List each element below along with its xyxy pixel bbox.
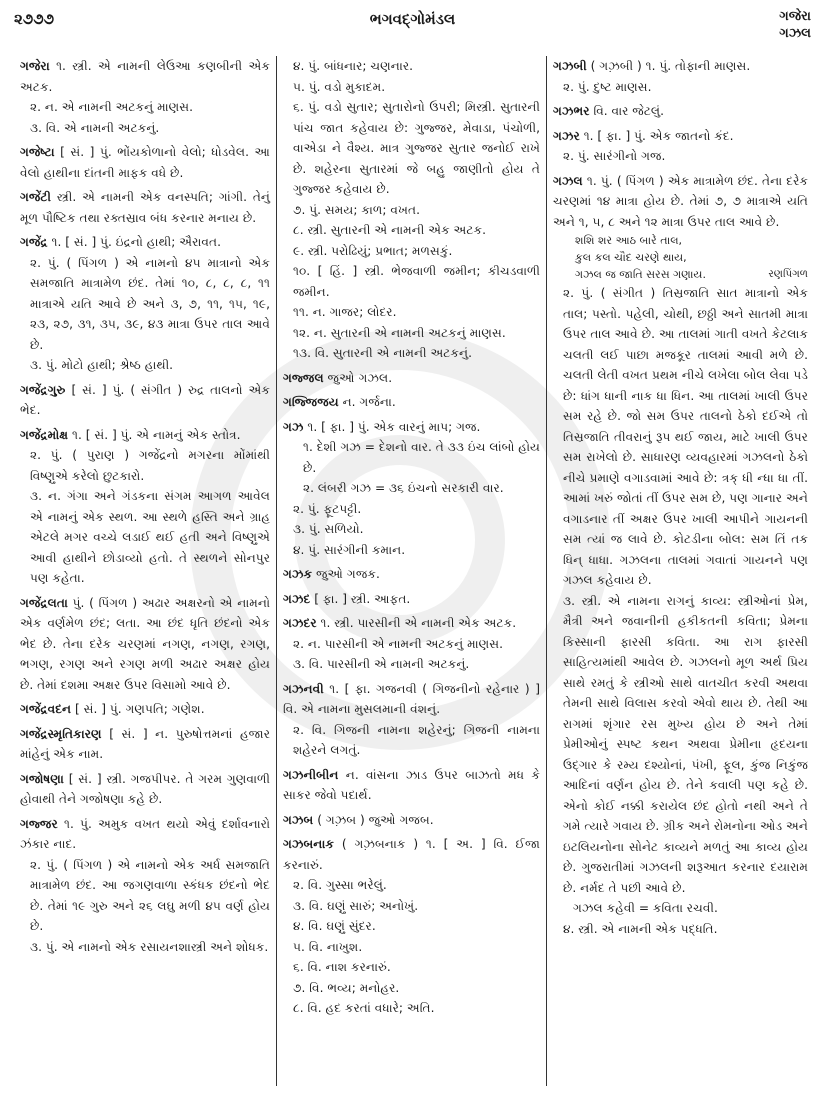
definition: ૧. પું. અમુક વખત થયો એવું દર્શાવનારો ઝંકાર નાદ. <box>20 816 270 851</box>
headword: ગજ્જર <box>20 816 58 831</box>
cross-reference: ( ગઝ઼બ ) જુઓ ગજબ. <box>317 812 434 827</box>
entry-gazab <box>283 810 540 831</box>
headword: ગજ્જલ <box>283 370 324 385</box>
definition: ન. વાંસના ઝાડ ઉપર બાઝતો મધ કે સાકર જેવો પદાર્થ. <box>283 767 540 802</box>
headword: ગજેંદ્રલતા <box>20 595 68 610</box>
sense: ૧૦. [ હિં. ] સ્ત્રી. ભેજવાળી જમીન; કીચડવાળી જમીન. <box>293 264 540 299</box>
verse-line: ગઝલ જ જાતિ સરસ ગણાય. રણપિંગળ <box>575 268 808 281</box>
guide-word-first: ગજેરા <box>779 9 811 24</box>
sense: ૬. પું. વડો સુતાર; સુતારોનો ઉપરી; મિસ્ત્રી. સુતારની પાંચ જાત કહેવાય છે: ગુજ્જર, મેવાડા, પંચોળી, વાએડા ને વૈશ્ય. માત્ર ગુજ્જર સુતાર જનોઈ રાખે છે. શહેરના સુતારમાં જે બહુ જાણીતો હોય તે ગુજ્જર કહેવાય છે. <box>293 100 540 196</box>
column-3 <box>546 56 814 1086</box>
sense: ૮. વિ. હદ કરતાં વધારે; અતિ. <box>293 1001 435 1015</box>
page-header <box>0 0 825 50</box>
headword: ગઝબ <box>283 812 314 827</box>
headword: ગઝલ <box>553 173 583 188</box>
sense: ૩. સ્ત્રી. એ નામના રાગનું કાવ્ય: સ્ત્રીઓનાં પ્રેમ, મૈત્રી અને જવાનીની હકીકતની કવિતા; પ્રેમના કિસ્સાની ફારસી કવિતા. આ રાગ ફારસી સાહિત્યમાંથી આવેલ છે. ગઝલનો મૂળ અર્થ પ્રિય સાથે રમતું કે સ્ત્રીઓ સાથે વાતચીત કરવી અથવા તેમની સાથે વિલાસ કરવો એવો થાય છે. તેથી આ રાગમાં શૃંગાર રસ મુખ્ય હોય છે અને તેમાં પ્રેમીઓનું સ્પષ્ટ કથન અથવા પ્રેમીના હૃદયના ઉદ્ગાર કે રમ્ય દશ્યોનાં, પંખી, ફૂલ, કુંજ નિકુંજ આદિનાં વર્ણન હોય છે. તેને કવાલી પણ કહે છે. એનો કોઈ નક્કી કરાયેલ છંદ હોતો નથી અને તે ગમે ત્યારે ગવાય છે. ગ્રીક અને રોમનોના ઓડ અને ઇટલિયનોના સોનેટ કાવ્યને મળતું આ કાવ્ય હોય છે. ગુજરાતીમાં ગઝલની શરૂઆત કરનાર દયારામ છે. નર્મદ તે પછી આવે છે. <box>563 593 808 895</box>
entry-gaznavi <box>283 679 540 761</box>
headword: ગજેષ્ટા <box>20 145 55 159</box>
headword: ગજેંદ્રસ્મૃતિકારણ <box>20 726 102 741</box>
cross-reference: જુઓ ગજક. <box>316 567 380 581</box>
entry-gaznibin <box>283 765 540 806</box>
definition: [ સં. ] પું. ગણપતિ; ગણેશ. <box>75 702 205 716</box>
sense: ૨. પું. દુષ્ટ માણસ. <box>563 79 652 94</box>
sense: ૩. પું. સળિયો. <box>293 522 364 536</box>
definition: ૧. [ ફા. ગજનવી ( ગિજનીનો રહેનાર ) ] વિ. એ નામના મુસલમાની વંશનું. <box>283 681 541 716</box>
headword: ગઝબી <box>553 59 587 73</box>
entry-gajenti <box>20 187 270 228</box>
headword: ગઝર <box>553 128 580 143</box>
entry-gazak <box>283 564 540 585</box>
sense: ૨. પું. ( સંગીત ) તિસ્રજાતિ સાત માત્રાનો એક તાલ; પસ્તો. પહેલી, ચોથી, છઠ્ઠી અને સાતમી માત્રા ઉપર તાલ આવે છે. આ તાલમાં ગાતી વખતે કેટલાક ચલતી લઈ પાછા મજકૂર તાલમાં આવી મળે છે. ચલતી લેતી વખત પ્રથમ નીચે લખેલા બોલ લેવા પડે છે: ધાંગ ધાની નાક ધા ધિન. આ તાલમાં ખાલી ઉપર સમ રહે છે. જો સમ ઉપર તાલનો ઠેકો દઈએ તો તિસ્રજાતિ તીવરાનું રૂપ થઈ જાય, માટે ખાલી ઉપર સમ રાખેલો છે. સાધારણ વ્યવહારમાં ગઝલનો ઠેકો નીચે પ્રમાણે વગાડવામાં આવે છે: ત્રક્ ધી ન્ધા ધા તીં. આમાં ખરું જોતાં તીં ઉપર સમ છે, પણ ગાનાર અને વગાડનાર તીં અક્ષર ઉપર ખાલી આપીને ગાયનની સમ ત્યાં જ લાવે છે. કોટડીના બોલ: સમ તિં તક ધિન્ ધાધા. ગઝલના તાલમાં ગવાતાં ગાયનને પણ ગઝલ કહેવાય છે. <box>563 286 808 587</box>
sense: ૫. પું. વડો મુકાદમ. <box>293 79 386 94</box>
column-2 <box>276 56 546 1086</box>
dictionary-columns <box>14 56 814 1086</box>
headword: ગઝદ <box>283 591 311 606</box>
headword: ગજેંદ્રમોક્ષ <box>20 427 69 442</box>
entry-gajjijay <box>283 392 540 413</box>
definition: [ સં. ] પું. ભોંયકોળાનો વેલો; ધોડવેલ. આ વેલો હાથીના દાંતની માફક વધે છે. <box>20 145 271 180</box>
guide-word-last: ગઝલ <box>779 26 811 41</box>
sense: ૩. પું. મોટો હાથી; શ્રેષ્ઠ હાથી. <box>30 358 174 372</box>
definition: ૧. પું. ( પિંગળ ) એક માત્રામેળ છંદ. તેના દરેક ચરણમાં ૧૪ માત્રા હોય છે. તેમાં ૭, ૭ માત્રાએ યતિ અને ૧, ૫, ૮ અને ૧૨ માત્રા ઉપર તાલ આવે છે. <box>553 173 808 229</box>
headword: ગઝભર <box>553 104 590 118</box>
entry-gazal <box>553 171 808 940</box>
verse-line: કુલ કલ ચૌદ ચરણે થાય, <box>575 251 687 264</box>
guide-words <box>779 8 811 42</box>
sense: ૬. વિ. નાશ કરનારું. <box>293 960 391 974</box>
sense: ૩. પું. એ નામનો એક રસાયનશાસ્ત્રી અને શોધક. <box>30 939 269 954</box>
definition: ૧. [ ફા. ] પું. એક વારનું માપ; ગજ. <box>307 419 481 434</box>
sense: ૨. પું. ( પુરાણ ) ગજેંદ્રનો મગરના મોંમાંથી વિષ્ણુએ કરેલો છુટકારો. <box>30 448 270 483</box>
entry-gajendrasmrutikaran <box>20 724 270 765</box>
sense: ૧૨. ન. સુતારની એ નામની અટકનું માણસ. <box>293 325 506 340</box>
definition: ન. ગર્જના. <box>342 395 396 409</box>
sub-sense: ૧. દેશી ગઝ = દેશનો વાર. તે ૩૩ ઇંચ લાંબો હોય છે. <box>303 440 540 475</box>
headword: ગઝનીબીન <box>283 767 339 782</box>
entry-gajendravadan <box>20 699 270 720</box>
entry-gajeshta <box>20 142 270 183</box>
sense: ૩. ન. ગંગા અને ગંડકના સંગમ આગળ આવેલ એ નામનું એક સ્થળ. આ સ્થળે હસ્તિ અને ગ્રાહ એટલે મગર વચ્ચે લડાઈ થઈ હતી અને વિષ્ણુએ આવી હાથીને છોડાવ્યો હતો. તે સ્થળને સોનપુર પણ કહેતા. <box>30 489 270 585</box>
headword: ગઝનવી <box>283 681 324 696</box>
sense: ૨. પું. ( પિંગળ ) એ નામનો એક અર્ધ સમજાતિ માત્રામેળ છંદ. આ જગણવાળા સ્કંધક છંદનો ભેદ છે. તેમાં ૧૯ ગુરુ અને ૨૬ લઘુ મળી ૪૫ વર્ણ હોય છે. <box>30 857 270 933</box>
definition: ૧. [ સં. ] પું. ઇંદ્રનો હાથી; ઐરાવત. <box>51 235 221 249</box>
definition: [ સં. ] સ્ત્રી. ગજપીપર. તે ગરમ ગુણવાળી હોવાથી તેને ગજોષણા કહે છે. <box>20 771 271 806</box>
entry-gaz <box>283 417 540 561</box>
sense: ૩. વિ. ઘણું સારું; અનોખું. <box>293 898 419 913</box>
sense: ૭. વિ. ભવ્ય; મનોહર. <box>293 980 400 995</box>
sense: ૭. પું. સમય; કાળ; વખત. <box>293 202 420 217</box>
headword: ગજેંટી <box>20 190 52 204</box>
sense: ૧૧. ન. ગાજર; લોદર. <box>293 305 397 319</box>
entry-gazar <box>553 126 808 167</box>
entry-gazdar <box>283 613 540 675</box>
sense: ૪. પું. બાંધનાર; ચણનાર. <box>293 59 414 73</box>
sense: ૨. ન. પારસીની એ નામની અટકનું માણસ. <box>293 636 504 651</box>
entry-gazad <box>283 589 540 610</box>
headword: ગજેંદ્રગુરુ <box>20 382 66 397</box>
verse-quote <box>553 232 808 283</box>
definition: ( ગઝ઼બી ) ૧. પું. તોફાની માણસ. <box>590 59 751 73</box>
entry-gajjar-continued <box>283 56 540 364</box>
sense: ૨. પું. ( પિંગળ ) એ નામનો ૪૫ માત્રાનો એક સમજાતિ માત્રામેળ છંદ. તેમાં ૧૦, ૮, ૮, ૮, ૧૧ માત્રાએ યતિ આવે છે અને ૩, ૭, ૧૧, ૧૫, ૧૯, ૨૩, ૨૭, ૩૧, ૩૫, ૩૯, ૪૩ માત્રા ઉપર તાલ આવે છે. <box>30 255 270 352</box>
headword: ગજેરા <box>20 59 50 73</box>
entry-gazabnak <box>283 834 540 1019</box>
entry-gajjal <box>283 368 540 389</box>
entry-gajoshana <box>20 769 270 810</box>
headword: ગજેંદ્ર <box>20 235 48 249</box>
cross-reference: જુઓ ગઝલ. <box>327 370 393 385</box>
definition: ૧. સ્ત્રી. પારસીની એ નામની એક અટક. <box>320 616 517 630</box>
page-title: ભગવદ્ગોમંડલ <box>369 10 456 28</box>
definition: પું. ( પિંગળ ) અઢાર અક્ષરનો એ નામનો એક વર્ણમેળ છંદ; લતા. આ છંદ ધૃતિ છંદનો એક ભેદ છે. તેના દરેક ચરણમાં નગણ, નગણ, રગણ, ભગણ, રગણ અને રગણ મળી અઢાર અક્ષર હોય છે. તેમાં દશમા અક્ષર ઉપર વિસામો આવે છે. <box>20 595 271 692</box>
sense: ૪. પું. સારંગીની કમાન. <box>293 542 406 557</box>
entry-gajendra <box>20 232 270 376</box>
definition: [ ફા. ] સ્ત્રી. આફત. <box>314 591 411 606</box>
sub-sense: ગઝલ કહેવી = કવિતા રચવી. <box>573 901 718 915</box>
verse-line: શશિ શર આઠ બારે તાલ, <box>575 234 683 247</box>
headword: ગઝદર <box>283 616 317 630</box>
column-1 <box>14 56 276 1086</box>
definition: વિ. વાર જેટલું. <box>593 104 665 118</box>
sense: ૫. વિ. નાખુશ. <box>293 939 363 954</box>
entry-gazabi <box>553 56 808 97</box>
definition: ૧. [ સં. ] પું. એ નામનું એક સ્તોત્ર. <box>72 427 241 442</box>
sense: ૮. સ્ત્રી. સુતારની એ નામની એક અટક. <box>293 223 486 237</box>
entry-gazbhar <box>553 101 808 122</box>
definition: સ્ત્રી. એ નામની એક વનસ્પતિ; ગાંગી. તેનું મૂળ પૌષ્ટિક તથા રક્તસ્રાવ બંધ કરનાર મનાય છે. <box>20 190 270 225</box>
definition: ૧. સ્ત્રી. એ નામની લેઉઆ કણબીની એક અટક. <box>20 59 270 94</box>
entry-gajendraguru <box>20 380 270 421</box>
headword: ગઝક <box>283 567 313 581</box>
definition: ૧. [ ફા. ] પું. એક જાતનો કંદ. <box>583 128 734 143</box>
sense: ૧૩. વિ. સુતારની એ નામની અટકનું. <box>293 346 472 360</box>
sense: ૪. સ્ત્રી. એ નામની એક પદ્ધતિ. <box>563 921 718 936</box>
definition: ( ગઝ઼બનાક ) ૧. [ અ. ] વિ. ઈજા કરનારું. <box>283 837 541 872</box>
headword: ગઝ <box>283 419 304 434</box>
page-number: ૨૭૭૭ <box>14 10 55 28</box>
sense: ૩. વિ. પારસીની એ નામની અટકનું. <box>293 657 470 671</box>
headword: ગજોષણા <box>20 771 64 786</box>
entry-gajjar <box>20 814 270 958</box>
sub-sense: ૨. લંબરી ગઝ = ૩૬ ઇંચનો સરકારી વાર. <box>303 481 504 495</box>
sense: ૪. વિ. ઘણું સુંદર. <box>293 919 376 933</box>
headword: ગજ્જિજય <box>283 395 339 409</box>
headword: ગજેંદ્રવદન <box>20 702 72 716</box>
entry-gajendralata <box>20 593 270 696</box>
definition: [ સં. ] પું. ( સંગીત ) રુદ્ર તાલનો એક ભેદ. <box>20 382 270 417</box>
sense: ૯. સ્ત્રી. પરોઢિયું; પ્રભાત; મળસકું. <box>293 243 453 258</box>
verse-source: રણપિંગળ <box>768 268 808 280</box>
sense: ૩. વિ. એ નામની અટકનું. <box>30 120 160 135</box>
entry-gajera <box>20 56 270 138</box>
sense: ૨. ન. એ નામની અટકનું માણસ. <box>30 100 194 114</box>
entry-gajendramoksha <box>20 425 270 589</box>
definition: [ સં. ] ન. પુરુષોત્તમનાં હજાર માંહેનું એક નામ. <box>20 726 270 761</box>
sense: ૨. વિ. ગિજની નામના શહેરનું; ગિજની નામના શહેરને લગતું. <box>293 722 540 757</box>
headword: ગઝબનાક <box>283 837 334 851</box>
sense: ૨. વિ. ગુસ્સા ભરેલું. <box>293 878 387 892</box>
sense: ૨. પું. ફૂટપટ્ટી. <box>293 501 362 516</box>
sense: ૨. પું. સારંગીનો ગજ. <box>563 149 666 163</box>
